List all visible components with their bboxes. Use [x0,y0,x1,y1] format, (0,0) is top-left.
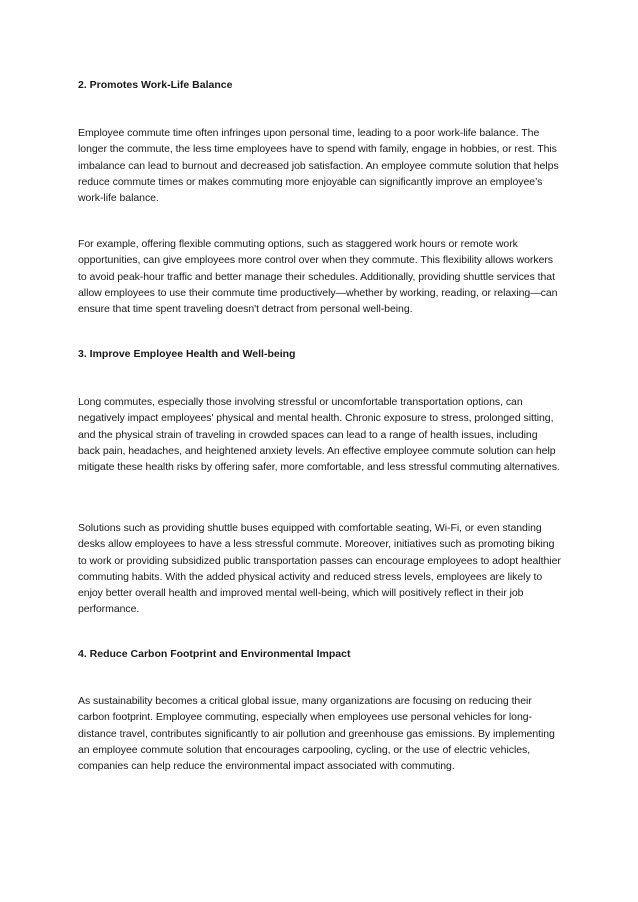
paragraph-work-life-2: For example, offering flexible commuting options, such as staggered work hours or remote work opportunities, can give employees more control over when they commute. This flexibility allows workers to avoid peak-hour traffic and better manage their schedules. Additionally, providing shuttle services that allow employees to use their commute time productively—whether by working, reading, or relaxing—can ensure that time spent traveling doesn't detract from personal well-being. [78,238,558,316]
paragraph-carbon-1: As sustainability becomes a critical global issue, many organizations are focusing on reducing their carbon footprint. Employee commuting, especially when employees use personal vehicles for long-distance travel, contributes significantly to air pollution and greenhouse gas emissions. By implementing an employee commute solution that encourages carpooling, cycling, or the use of electric vehicles, companies can help reduce the environmental impact associated with commuting. [78,695,555,773]
paragraph-health-1: Long commutes, especially those involving stressful or uncomfortable transportation options, can negatively impact employees' physical and mental health. Chronic exposure to stress, prolonged sitting, and the physical strain of traveling in crowded spaces can lead to a range of health issues, including back pain, headaches, and heightened anxiety levels. An effective employee commute solution can help mitigate these health risks by offering safer, more comfortable, and less stressful commuting alternatives. [78,396,560,474]
paragraph-health-2: Solutions such as providing shuttle buses equipped with comfortable seating, Wi-Fi, or even standing desks allow employees to have a less stressful commute. Moreover, initiatives such as promoting biking to work or providing subsidized public transportation passes can encourage employees to adopt healthier commuting habits. With the added physical activity and reduced stress levels, employees are likely to enjoy better overall health and improved mental well-being, which will positively reflect in their job performance. [78,522,561,616]
section-heading-health: 3. Improve Employee Health and Well-being [78,348,296,360]
section-heading-carbon: 4. Reduce Carbon Footprint and Environmental Impact [78,648,351,660]
section-heading-work-life-balance: 2. Promotes Work-Life Balance [78,79,233,91]
paragraph-work-life-1: Employee commute time often infringes upon personal time, leading to a poor work-life balance. The longer the commute, the less time employees have to spend with family, engage in hobbies, or rest. This imbalance can lead to burnout and decreased job satisfaction. An employee commute solution that helps reduce commute times or makes commuting more enjoyable can significantly improve an employee’s work-life balance. [78,127,559,205]
